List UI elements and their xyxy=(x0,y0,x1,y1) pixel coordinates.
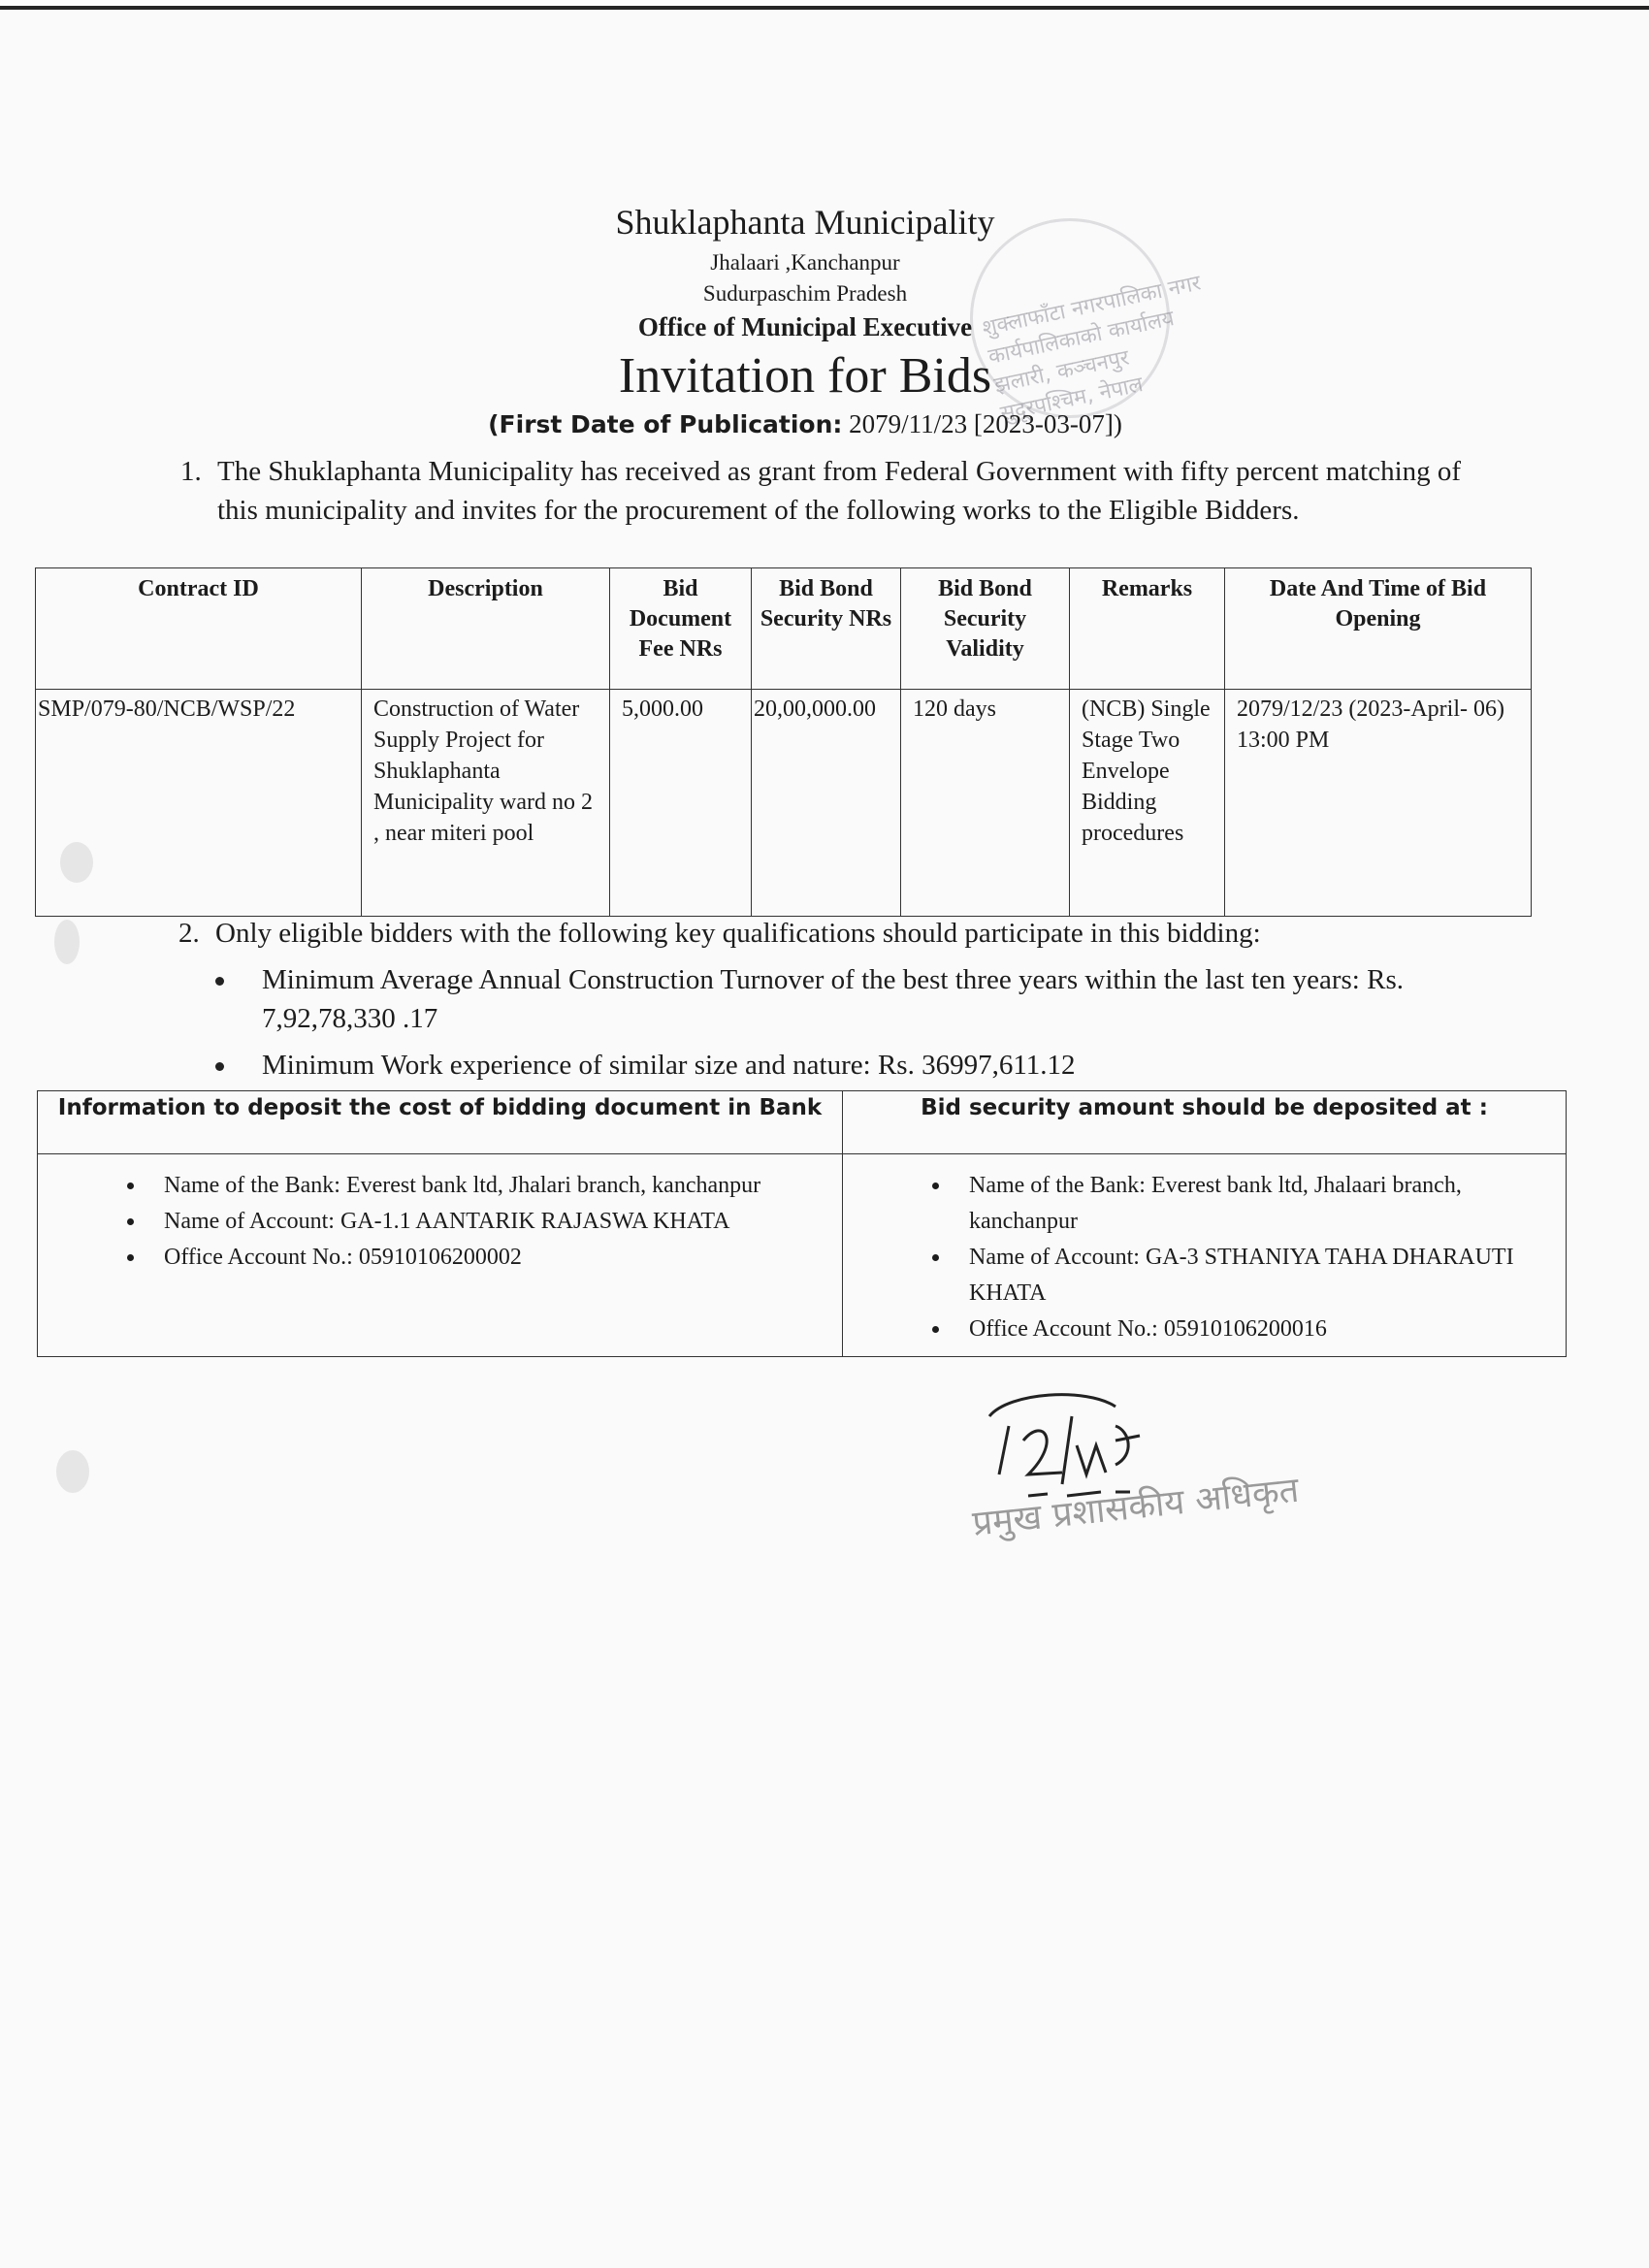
table-row xyxy=(36,690,1532,917)
qualification-text: Minimum Work experience of similar size and nature: Rs. 36997,611.12 xyxy=(262,1050,1076,1081)
qualification-item xyxy=(262,1046,1426,1085)
publication-date xyxy=(0,409,1610,439)
list-item: • Office Account No.: 05910106200016 xyxy=(952,1312,1556,1347)
bank-row xyxy=(38,1154,1567,1357)
intro-paragraph xyxy=(180,452,1478,530)
list-item: • Name of the Bank: Everest bank ltd, Jhalari branch, kanchanpur xyxy=(146,1168,832,1204)
qualification-item xyxy=(262,960,1426,1038)
cell-bond-security: 20,00,000.00 xyxy=(752,690,901,917)
qualifications-number: 2. xyxy=(178,918,200,949)
bullet-dot xyxy=(215,977,224,986)
office-name: Office of Municipal Executive xyxy=(637,312,973,341)
bids-table xyxy=(35,567,1532,917)
scan-speck xyxy=(54,920,80,964)
cell-doc-fee: 5,000.00 xyxy=(610,690,752,917)
bank-left-cell xyxy=(38,1154,843,1357)
col-opening: Date And Time of Bid Opening xyxy=(1225,568,1532,690)
bullet-dot xyxy=(215,1062,224,1071)
bank-left-list xyxy=(57,1168,832,1276)
publication-label: (First Date of Publication: xyxy=(488,410,843,438)
list-item: • Name of Account: GA-3 STHANIYA TAHA DHARAUTI KHATA xyxy=(952,1240,1556,1312)
municipality-name: Shuklaphanta Municipality xyxy=(615,203,995,242)
col-bond-security: Bid Bond Security NRs xyxy=(752,568,901,690)
bank-info-table xyxy=(37,1090,1567,1357)
intro-text: The Shuklaphanta Municipality has received as grant from Federal Government with fifty percent matching of this municipality and invites for the procurement of the following works to the Eligible Bidders. xyxy=(217,456,1462,526)
cell-validity: 120 days xyxy=(901,690,1070,917)
address-line-1: Jhalaari ,Kanchanpur xyxy=(710,250,900,275)
col-contract-id: Contract ID xyxy=(36,568,362,690)
qualifications-intro xyxy=(178,914,1476,953)
bank-right-cell xyxy=(843,1154,1567,1357)
col-doc-fee: Bid Document Fee NRs xyxy=(610,568,752,690)
col-description: Description xyxy=(362,568,610,690)
table-header-row xyxy=(36,568,1532,690)
list-item: • Name of Account: GA-1.1 AANTARIK RAJASWA KHATA xyxy=(146,1204,832,1240)
list-item: • Name of the Bank: Everest bank ltd, Jhalaari branch, kanchanpur xyxy=(952,1168,1556,1240)
col-validity: Bid Bond Security Validity xyxy=(901,568,1070,690)
bank-right-list xyxy=(862,1168,1556,1347)
cell-contract-id: SMP/079-80/NCB/WSP/22 xyxy=(36,690,362,917)
cell-description: Construction of Water Supply Project for Shuklaphanta Municipality ward no 2 , near miteri pool xyxy=(362,690,610,917)
qualifications-text: Only eligible bidders with the following key qualifications should participate in this bidding: xyxy=(215,918,1261,949)
signatory-title: प्रमुख प्रशासकीय अधिकृत xyxy=(970,1470,1302,1544)
bank-header-row xyxy=(38,1091,1567,1154)
cell-opening: 2079/12/23 (2023-April- 06) 13:00 PM xyxy=(1225,690,1532,917)
scan-top-edge xyxy=(0,6,1649,10)
intro-number: 1. xyxy=(180,456,202,487)
scan-speck xyxy=(56,1450,89,1493)
cell-remarks: (NCB) Single Stage Two Envelope Bidding procedures xyxy=(1070,690,1225,917)
bank-left-header: Information to deposit the cost of bidding document in Bank xyxy=(38,1091,843,1154)
publication-value: 2079/11/23 [2023-03-07]) xyxy=(849,409,1122,438)
page-title: Invitation for Bids xyxy=(618,348,992,404)
list-item: • Office Account No.: 05910106200002 xyxy=(146,1240,832,1276)
bank-right-header: Bid security amount should be deposited at : xyxy=(843,1091,1567,1154)
address-line-2: Sudurpaschim Pradesh xyxy=(702,281,908,306)
qualification-text: Minimum Average Annual Construction Turnover of the best three years within the last ten years: Rs. 7,92,78,330 .17 xyxy=(262,964,1404,1034)
col-remarks: Remarks xyxy=(1070,568,1225,690)
office-seal-text: शुक्लाफाँटा नगरपालिका नगर कार्यपालिकाको कार्यालय झलारी, कञ्चनपुर सुदूरपश्चिम, नेपाल xyxy=(980,271,1204,427)
